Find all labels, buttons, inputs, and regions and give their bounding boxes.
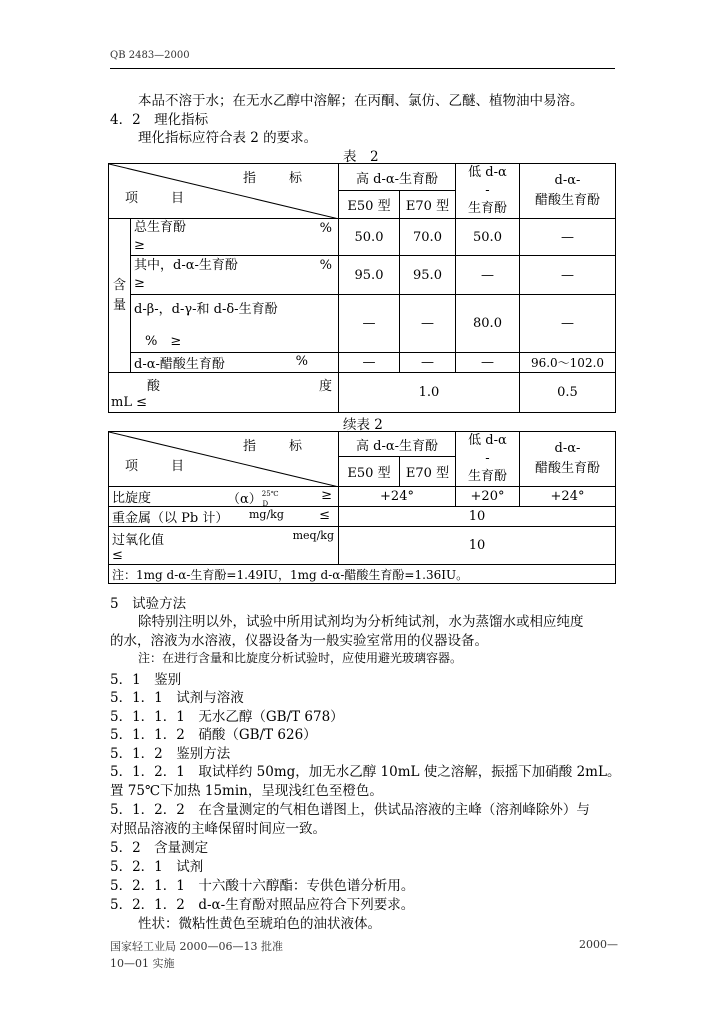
content-group-label — [109, 219, 131, 373]
section-5-2: 5．2 含量测定 — [110, 840, 209, 856]
heavy-metals-cmp: ≤ — [319, 508, 330, 523]
section-5-1-2-1-b: 置 75℃下加热 15min，呈现浅红色至橙色。 — [110, 783, 383, 799]
section-5-note: 注：在进行含量和比旋度分析试验时，应使用避光玻璃容器。 — [138, 651, 463, 665]
rotation-temp: 25℃ — [261, 490, 279, 498]
row-label: 其中，d-α-生育酚 — [134, 258, 238, 273]
footer-year: 2000— — [579, 938, 618, 951]
cell-low: 80.0 — [456, 295, 520, 353]
doc-code-header: QB 2483—2000 — [110, 50, 190, 61]
table-2-continued — [108, 431, 616, 584]
row-alpha-acetate — [131, 353, 339, 373]
table-2-cont-diagonal-header — [109, 432, 339, 487]
section-4-2-heading: 4．2 理化指标 — [110, 112, 209, 128]
rotation-d: D — [262, 500, 269, 507]
rotation-low: +20° — [456, 487, 520, 507]
group-label-char2: 量 — [112, 297, 126, 313]
table-2 — [108, 163, 616, 413]
acidity-value: 1.0 — [339, 373, 520, 413]
col-low-alpha-line2: - — [485, 451, 490, 466]
solubility-text: 本品不溶于水；在无水乙醇中溶解；在丙酮、氯仿、乙醚、植物油中易溶。 — [138, 93, 584, 109]
heavy-metals-value: 10 — [339, 507, 616, 527]
col-acetate-line2: 醋酸生育酚 — [534, 193, 600, 208]
row-acidity — [109, 373, 339, 413]
section-5-2-1-2-property: 性状：微粘性黄色至琥珀色的油状液体。 — [138, 916, 381, 932]
rotation-cmp: ≥ — [321, 488, 332, 503]
row-bgd-tocopherol — [131, 295, 339, 353]
footer-implementation: 10—01 实施 — [110, 957, 175, 970]
col-high-alpha: 高 d-α-生育酚 — [339, 164, 456, 191]
group-label-char1: 含 — [112, 277, 126, 293]
section-5-body-1: 除特别注明以外，试验中所用试剂均为分析纯试剂，水为蒸馏水或相应纯度 — [138, 614, 584, 630]
row-cmp: ≥ — [134, 276, 145, 291]
peroxide-unit: meq/kg — [292, 529, 334, 542]
footer-approval: 国家轻工业局 2000—06—13 批准 — [110, 940, 283, 953]
col-low-alpha-line2: - — [485, 183, 490, 198]
cell-e50: 95.0 — [339, 256, 400, 295]
col-low-alpha — [456, 164, 520, 219]
heavy-metals-unit: mg/kg — [249, 508, 284, 521]
col-low-alpha-line3: 生育酚 — [467, 201, 507, 216]
item-label: 项 目 — [125, 459, 195, 474]
acidity-label: 酸 — [147, 379, 161, 394]
section-5-1-1-1: 5．1．1．1 无水乙醇（GB/T 678） — [110, 709, 344, 725]
col-acetate-line1: d-α- — [554, 441, 581, 456]
cell-e50: — — [339, 295, 400, 353]
col-low-alpha-line3: 生育酚 — [467, 469, 507, 484]
cell-e70: — — [400, 353, 456, 373]
section-5-1-2: 5．1．2 鉴别方法 — [110, 746, 231, 762]
col-acetate-line2: 醋酸生育酚 — [534, 461, 600, 476]
indicator-label: 指 标 — [242, 439, 312, 454]
table-2-cont-caption: 续表 2 — [343, 417, 383, 433]
section-5-1-2-2-b: 对照品溶液的主峰保留时间应一致。 — [110, 821, 326, 837]
acidity-acetate: 0.5 — [520, 373, 616, 413]
peroxide-value: 10 — [339, 527, 616, 565]
row-cmp: % ≥ — [145, 334, 182, 349]
row-total-tocopherol — [131, 219, 339, 256]
pct-sign: % — [319, 221, 332, 236]
col-high-alpha: 高 d-α-生育酚 — [339, 432, 456, 457]
section-5-heading: 5 试验方法 — [110, 596, 187, 612]
row-label: d-α-醋酸生育酚 — [134, 357, 225, 372]
header-rule — [110, 68, 615, 69]
cell-e70: 70.0 — [400, 219, 456, 256]
row-alpha-tocopherol — [131, 256, 339, 295]
section-4-2-body: 理化指标应符合表 2 的要求。 — [138, 130, 318, 146]
row-specific-rotation — [109, 487, 339, 507]
col-e50: E50 型 — [339, 191, 400, 219]
cell-low: — — [456, 353, 520, 373]
col-low-alpha — [456, 432, 520, 487]
pct-sign: % — [319, 258, 332, 273]
rotation-symbol — [227, 488, 284, 507]
rotation-acetate: +24° — [520, 487, 616, 507]
section-5-1: 5．1 鉴别 — [110, 672, 182, 688]
heavy-metals-label: 重金属（以 Pb 计） — [112, 511, 229, 526]
acidity-label-2: 度 — [318, 379, 332, 394]
table-note: 注：1mg d-α-生育酚=1.49IU，1mg d-α-醋酸生育酚=1.36IU。 — [109, 565, 616, 584]
section-5-2-1-1: 5．2．1．1 十六酸十六醇酯：专供色谱分析用。 — [110, 878, 415, 894]
peroxide-label: 过氧化值 — [112, 533, 165, 548]
col-acetate-line1: d-α- — [554, 173, 581, 188]
section-5-2-1-2: 5．2．1．2 d-α-生育酚对照品应符合下列要求。 — [110, 897, 415, 913]
cell-acetate: — — [520, 256, 616, 295]
row-peroxide-value — [109, 527, 339, 565]
cell-low: — — [456, 256, 520, 295]
row-label: d-β-，d-γ-和 d-δ-生育酚 — [134, 302, 278, 317]
peroxide-cmp: ≤ — [112, 548, 123, 563]
item-label: 项 目 — [125, 191, 195, 206]
col-e50: E50 型 — [339, 457, 400, 487]
col-e70: E70 型 — [400, 457, 456, 487]
acidity-unit: mL ≤ — [111, 395, 147, 410]
rotation-alpha: （α） — [227, 492, 262, 507]
col-e70: E70 型 — [400, 191, 456, 219]
section-5-1-2-1-a: 5．1．2．1 取试样约 50mg，加无水乙醇 10mL 使之溶解，振摇下加硝酸 2mL。 — [110, 764, 621, 780]
section-5-1-1-2: 5．1．1．2 硝酸（GB/T 626） — [110, 727, 317, 743]
cell-e50: 50.0 — [339, 219, 400, 256]
row-heavy-metals — [109, 507, 339, 527]
section-5-body-2: 的水，溶液为水溶液，仪器设备为一般实验室常用的仪器设备。 — [110, 633, 488, 649]
col-low-alpha-line1: 低 d-α — [468, 433, 507, 448]
cell-e70: — — [400, 295, 456, 353]
cell-e70: 95.0 — [400, 256, 456, 295]
cell-low: 50.0 — [456, 219, 520, 256]
cell-acetate: — — [520, 219, 616, 256]
row-cmp: ≥ — [134, 238, 145, 253]
section-5-1-2-2-a: 5．1．2．2 在含量测定的气相色谱图上，供试品溶液的主峰（溶剂峰除外）与 — [110, 802, 590, 818]
pct-sign: % — [295, 354, 308, 369]
col-low-alpha-line1: 低 d-α — [468, 165, 507, 180]
indicator-label: 指 标 — [242, 171, 312, 186]
table-2-caption: 表 2 — [343, 149, 379, 165]
rotation-label: 比旋度 — [112, 491, 152, 506]
cell-e50: — — [339, 353, 400, 373]
section-5-1-1: 5．1．1 试剂与溶液 — [110, 690, 244, 706]
rotation-high: +24° — [339, 487, 456, 507]
col-acetate — [520, 432, 616, 487]
row-label: 总生育酚 — [134, 220, 187, 235]
col-acetate — [520, 164, 616, 219]
cell-acetate: — — [520, 295, 616, 353]
section-5-2-1: 5．2．1 试剂 — [110, 859, 204, 875]
cell-acetate: 96.0～102.0 — [520, 353, 616, 373]
table-2-diagonal-header — [109, 164, 339, 219]
